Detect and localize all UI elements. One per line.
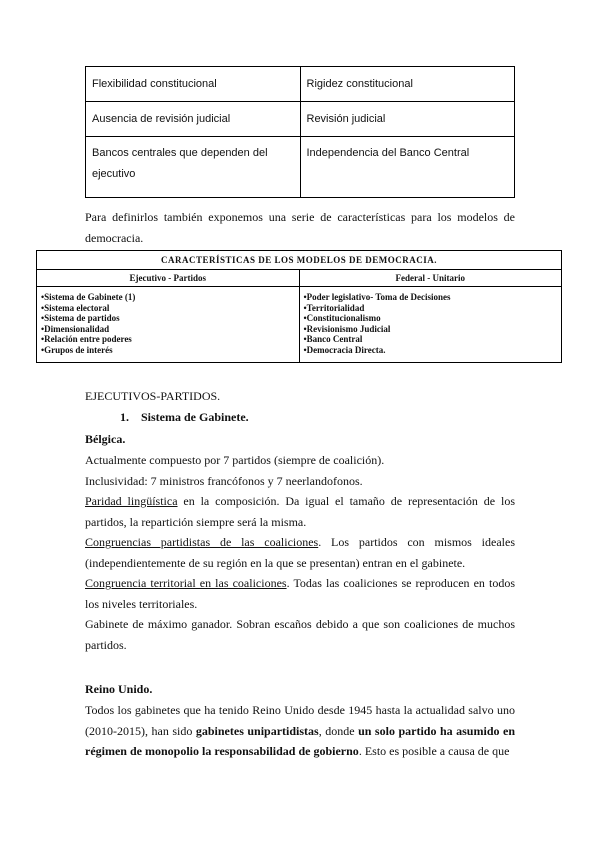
left-list — [41, 292, 295, 355]
underlined-term: Congruencia territorial en las coaliciones — [85, 576, 287, 590]
paragraph-text: Todos los gabinetes que ha tenido Reino Unido desde 1945 hasta la actualidad salvo uno (2010-2015), han sido — [85, 703, 515, 738]
characteristics-table — [36, 250, 562, 363]
table-row — [86, 67, 515, 102]
table-cell: Revisión judicial — [300, 102, 515, 137]
table-cell: Bancos centrales que dependen del ejecutivo — [86, 137, 301, 198]
paragraph-text: en la composición. Da igual el tamaño de representación de los partidos, la repartición siempre será la misma. — [85, 494, 515, 529]
left-list-cell — [37, 287, 300, 363]
belgica-p5 — [85, 573, 515, 614]
column-header-ejecutivo: Ejecutivo - Partidos — [37, 270, 300, 287]
list-item: • Sistema de Gabinete (1) — [41, 292, 295, 303]
list-item: • Poder legislativo- Toma de Decisiones — [304, 292, 558, 303]
bold-term: un solo partido ha asumido en régimen de monopolio la responsabilidad de gobierno — [85, 723, 515, 758]
belgica-title: Bélgica. — [85, 432, 126, 446]
list-item: • Dimensionalidad — [41, 324, 295, 335]
paragraph-text: . Esto es posible a causa de que — [358, 744, 510, 758]
column-header-federal: Federal - Unitario — [299, 270, 562, 287]
underlined-term: Congruencias partidistas de las coaliciones — [85, 535, 319, 549]
reino-title: Reino Unido. — [85, 682, 153, 696]
comparison-table — [85, 66, 515, 198]
table-cell: Independencia del Banco Central — [300, 137, 515, 198]
paragraph-text: . Los partidos con mismos ideales (independientemente de su región en la que se presentan) entran en el gabinete. — [85, 535, 515, 570]
belgica-text — [85, 450, 515, 655]
right-list — [304, 292, 558, 355]
table-row — [86, 137, 515, 198]
belgica-p2: Inclusividad: 7 ministros francófonos y 7 neerlandofonos. — [85, 473, 363, 488]
list-item: • Territorialidad — [304, 303, 558, 314]
list-item: • Sistema de partidos — [41, 313, 295, 324]
table-cell: Rigidez constitucional — [300, 67, 515, 102]
list-item: • Sistema electoral — [41, 303, 295, 314]
list-item: • Revisionismo Judicial — [304, 324, 558, 335]
belgica-p3 — [85, 491, 515, 532]
table-row — [86, 102, 515, 137]
right-list-cell — [299, 287, 562, 363]
underlined-term: Paridad lingüística — [85, 494, 178, 508]
section-subheading: 1. Sistema de Gabinete. — [120, 410, 249, 424]
belgica-p6: Gabinete de máximo ganador. Sobran escaños debido a que son coaliciones de muchos partidos. — [85, 617, 515, 652]
table-cell: Ausencia de revisión judicial — [86, 102, 301, 137]
list-item: • Constitucionalismo — [304, 313, 558, 324]
list-item: • Banco Central — [304, 334, 558, 345]
intro-paragraph: Para definirlos también exponemos una serie de características para los modelos de democracia. — [85, 210, 515, 245]
paragraph-text: . Todas las coaliciones se reproducen en todos los niveles territoriales. — [85, 576, 515, 611]
characteristics-title: CARACTERÍSTICAS DE LOS MODELOS DE DEMOCRACIA. — [37, 251, 562, 270]
table-cell: Flexibilidad constitucional — [86, 67, 301, 102]
list-item: • Relación entre poderes — [41, 334, 295, 345]
list-item: • Democracia Directa. — [304, 345, 558, 356]
bold-term: gabinetes unipartidistas — [195, 723, 319, 738]
section-heading: EJECUTIVOS-PARTIDOS. — [85, 389, 221, 403]
reino-paragraph — [85, 700, 515, 762]
belgica-p1: Actualmente compuesto por 7 partidos (siempre de coalición). — [85, 453, 385, 467]
reino-text — [85, 700, 515, 762]
paragraph-text: , donde — [318, 723, 359, 738]
list-item: • Grupos de interés — [41, 345, 295, 356]
belgica-p4 — [85, 532, 515, 573]
